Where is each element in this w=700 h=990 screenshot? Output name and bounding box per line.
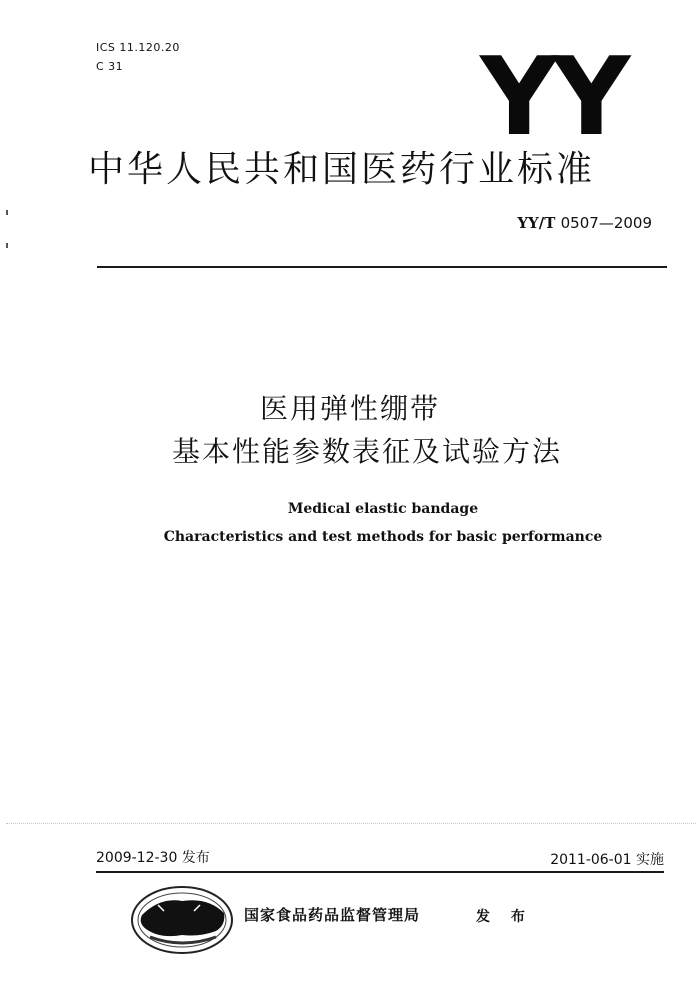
header-rule: [97, 266, 667, 268]
scan-mark: [6, 210, 8, 215]
implementation-date: 2011-06-01 实施: [550, 852, 664, 868]
document-title-en-line1: Medical elastic bandage: [287, 501, 479, 517]
standard-logo: YY: [480, 35, 625, 160]
issuer-name: 国家食品药品监督管理局: [244, 906, 421, 924]
standard-number: [517, 214, 652, 232]
issuer-seal-icon: [130, 885, 234, 955]
standard-number-suffix: 0507—2009: [560, 214, 652, 232]
standard-category-title: 中华人民共和国医药行业标准: [88, 149, 596, 190]
issue-date: 2009-12-30 发布: [96, 850, 210, 866]
scan-dotted-line: [6, 823, 696, 824]
footer-rule: [96, 871, 664, 873]
document-title-zh-line2: 基本性能参数表征及试验方法: [172, 435, 563, 468]
standard-number-prefix: YY/T: [517, 214, 556, 232]
document-title-en-line2: Characteristics and test methods for basic performance: [163, 529, 603, 545]
ccs-code: C 31: [96, 60, 124, 73]
issuer-action: 发 布: [476, 909, 533, 925]
document-title-zh-line1: 医用弹性绷带: [259, 392, 440, 425]
scan-mark: [6, 243, 8, 248]
ics-code: ICS 11.120.20: [96, 41, 180, 54]
